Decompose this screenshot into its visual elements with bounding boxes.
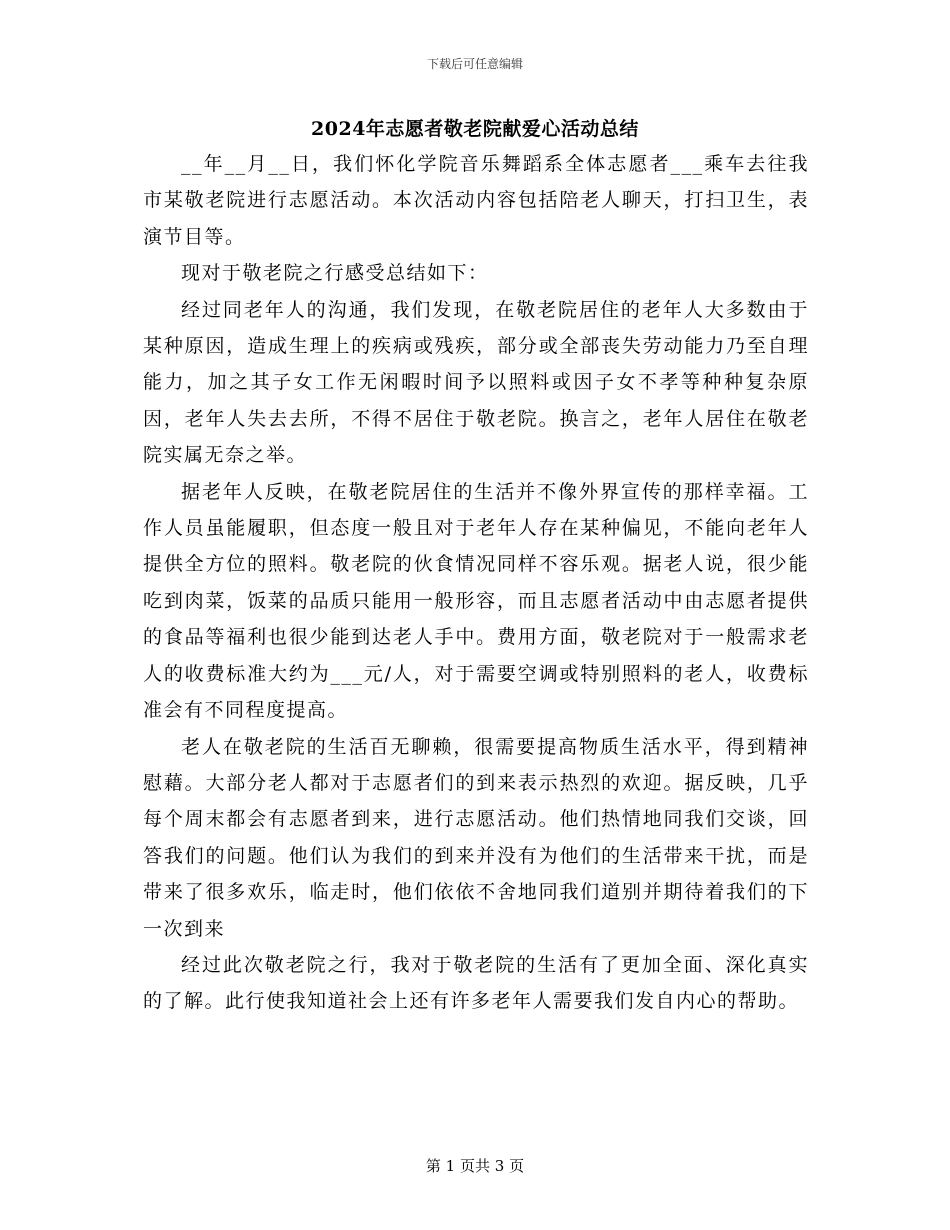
header-note: 下载后可任意编辑	[426, 57, 523, 71]
document-body	[143, 146, 809, 1020]
paragraph-residents-situation: 经过同老年人的沟通，我们发现，在敬老院居住的老年人大多数由于某种原因，造成生理上的疾病或残疾，部分或全部丧失劳动能力乃至自理能力，加之其子女工作无闲暇时间予以照料或因子女不孝等种种复杂原因，老年人失去去所，不得不居住于敬老院。换言之，老年人居住在敬老院实属无奈之举。	[143, 298, 809, 467]
page-number-footer: 第 1 页共 3 页	[425, 1157, 525, 1175]
paragraph-conclusion: 经过此次敬老院之行，我对于敬老院的生活有了更加全面、深化真实的了解。此行使我知道社会上还有许多老年人需要我们发自内心的帮助。	[143, 953, 809, 1013]
document-title: 2024年志愿者敬老院献爱心活动总结	[311, 118, 639, 140]
paragraph-intro: __年__月__日，我们怀化学院音乐舞蹈系全体志愿者___乘车去往我市某敬老院进行志愿活动。本次活动内容包括陪老人聊天，打扫卫生，表演节目等。	[143, 153, 809, 248]
paragraph-volunteer-welcome: 老人在敬老院的生活百无聊赖，很需要提高物质生活水平，得到精神慰藉。大部分老人都对于志愿者们的到来表示热烈的欢迎。据反映，几乎每个周末都会有志愿者到来，进行志愿活动。他们热情地同我们交谈，回答我们的问题。他们认为我们的到来并没有为他们的生活带来干扰，而是带来了很多欢乐，临走时，他们依依不舍地同我们道别并期待着我们的下一次到来	[143, 735, 809, 940]
paragraph-summary-lead: 现对于敬老院之行感受总结如下：	[181, 262, 489, 285]
paragraph-living-conditions: 据老年人反映，在敬老院居住的生活并不像外界宣传的那样幸福。工作人员虽能履职，但态度一般且对于老年人存在某种偏见，不能向老年人提供全方位的照料。敬老院的伙食情况同样不容乐观。据老人说，很少能吃到肉菜，饭菜的品质只能用一般形容，而且志愿者活动中由志愿者提供的食品等福利也很少能到达老人手中。费用方面，敬老院对于一般需求老人的收费标准大约为___元/人，对于需要空调或特别照料的老人，收费标准会有不同程度提高。	[143, 480, 809, 722]
